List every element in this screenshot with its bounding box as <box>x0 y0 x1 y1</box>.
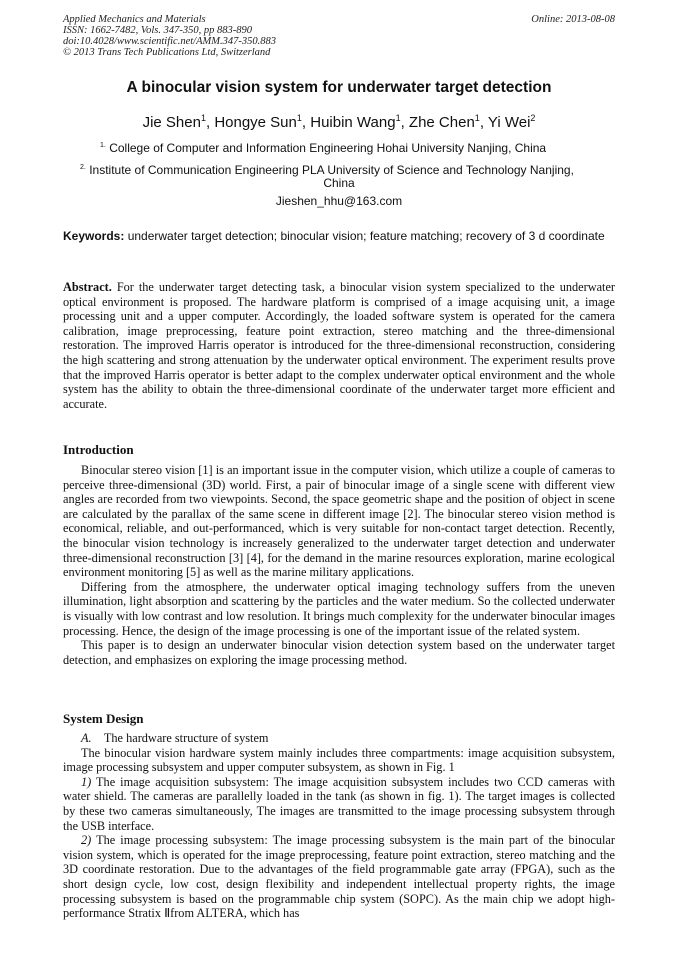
affiliation-mark: 2. <box>80 164 86 171</box>
item-text: The image processing subsystem: The image processing subsystem is the main part of the binocular vision system, which is operated for the image preprocessing, feature point extraction, stereo matching and the 3D coordinate restoration. Due to the advantages of the field programmable gate array (FPGA), such as the short design cycle, low cost, design flexibility and independent intellectual property rights, the image processing subsystem is based on the programmable chip system (SOPC). As the main chip we adopt high-performance Stratix Ⅱfrom ALTERA, which has <box>63 833 615 921</box>
subsection-mark: A. <box>81 731 92 745</box>
author-sup: 2 <box>530 113 536 123</box>
author-name: Yi Wei <box>487 114 531 131</box>
paragraph: Binocular stereo vision [1] is an important issue in the computer vision, which utilize a couple of cameras to perceive three-dimensional (3D) world. First, a pair of binocular image of a single scene with different view angles are recorded from two viewpoints. Second, the space geometric shape and the position of object in scene are calculated by the parallax of the same scene in different image [2]. The binocular stereo vision method is economical, reliable, and out-performanced, which is very suitable for non-contact target detection. Recently, the binocular vision technology is increasely generalized to the underwater target detection and underwater three-dimensional reconstruction [3] [4], for the demand in the marine resources exploration, marine ecological environment monitoring [5] as well as the marine military applications. <box>63 463 615 580</box>
abstract-text: For the underwater target detecting task, a binocular vision system specialized to the underwater optical environment is proposed. The hardware platform is comprised of a image acquising unit, a image processing unit and a upper computer. Accordingly, the loaded software system is operated for the camera calibration, image preprocessing, feature point extraction, stereo matching and the three-dimensional restoration. The improved Harris operator is introduced for the three-dimensional reconstruction, considering the high scattering and strong attenuation by the underwater optical environment. The experiment results prove that the improved Harris operator is better adapt to the complex underwater optical environment and the whole system has the ability to obtain the three-dimensional coordinate of the underwater target more efficient and accurate. <box>63 280 616 411</box>
author-name: Hongye Sun <box>214 114 297 131</box>
subsection-title: The hardware structure of system <box>103 731 269 745</box>
affiliation-mark: 1. <box>100 142 106 149</box>
author-sup: 1 <box>296 113 302 123</box>
keywords <box>63 229 615 244</box>
item-mark: 1) <box>81 774 92 789</box>
paper-title: A binocular vision system for underwater target detection <box>126 79 552 96</box>
item-mark: 2) <box>81 833 92 848</box>
author-sup: 1 <box>474 113 480 123</box>
author-name: Jie Shen <box>142 114 201 131</box>
affiliation-1 <box>100 138 546 156</box>
contact-email: Jieshen_hhu@163.com <box>275 194 403 208</box>
paragraph: The binocular vision hardware system mainly includes three compartments: image acquisition subsystem, image processing subsystem and upper computer subsystem, as shown in Fig. 1 <box>63 745 615 775</box>
keywords-label: Keywords: <box>63 229 125 243</box>
item-text: The image acquisition subsystem: The image acquisition subsystem includes two CCD cameras with water shield. The cameras are parallelly loaded in the tank (as shown in fig. 1). The target images is collected by these two cameras simultaneously, The images are transmitted to the image processing subsystem through the USB interface. <box>63 774 615 833</box>
paragraph <box>63 775 615 833</box>
keywords-text: underwater target detection; binocular vision; feature matching; recovery of 3 d coordinate <box>127 229 605 243</box>
author-name: Huibin Wang <box>310 114 396 131</box>
author-sup: 1 <box>395 113 401 123</box>
author-name: Zhe Chen <box>408 114 475 131</box>
affiliation-text: College of Computer and Information Engineering Hohai University Nanjing, China <box>109 141 547 155</box>
paragraph: Differing from the atmosphere, the underwater optical imaging technology suffers from the uneven illumination, light absorption and scattering by the particles and the water medium. So the collected underwater is visually with low contrast and low resolution. It brings much complexity for the underwater binocular images processing. Hence, the design of the image processing is one of the important issue of the related system. <box>63 579 615 638</box>
author-list: Jie Shen$^1$, Hongye Sun$^1$, Huibin Wang$^1$, Zhe Chen$^1$, Yi Wei$^2$ <box>142 113 536 131</box>
journal-issn: ISSN: 1662-7482, Vols. 347-350, pp 883-890 <box>63 25 252 36</box>
abstract <box>63 280 615 411</box>
system-design-body <box>63 731 615 921</box>
journal-header <box>63 14 615 58</box>
journal-copyright: © 2013 Trans Tech Publications Ltd, Switzerland <box>63 47 271 58</box>
system-design-heading: System Design <box>63 711 144 726</box>
journal-doi: doi:10.4028/www.scientific.net/AMM.347-350.883 <box>63 36 276 47</box>
paragraph <box>63 833 615 921</box>
introduction-body <box>63 463 615 667</box>
introduction-heading: Introduction <box>63 442 134 457</box>
online-date: Online: 2013-08-08 <box>531 14 615 25</box>
paragraph: This paper is to design an underwater binocular vision detection system based on the underwater target detection, and emphasizes on exploring the image processing method. <box>63 638 615 667</box>
author-sup: 1 <box>200 113 206 123</box>
affiliation-2-cont: China <box>323 176 355 190</box>
journal-name: Applied Mechanics and Materials <box>63 14 206 25</box>
abstract-label: Abstract. <box>63 280 112 294</box>
affiliation-text: Institute of Communication Engineering PLA University of Science and Technology Nanjing, <box>89 163 574 177</box>
subsection-heading <box>63 731 615 746</box>
